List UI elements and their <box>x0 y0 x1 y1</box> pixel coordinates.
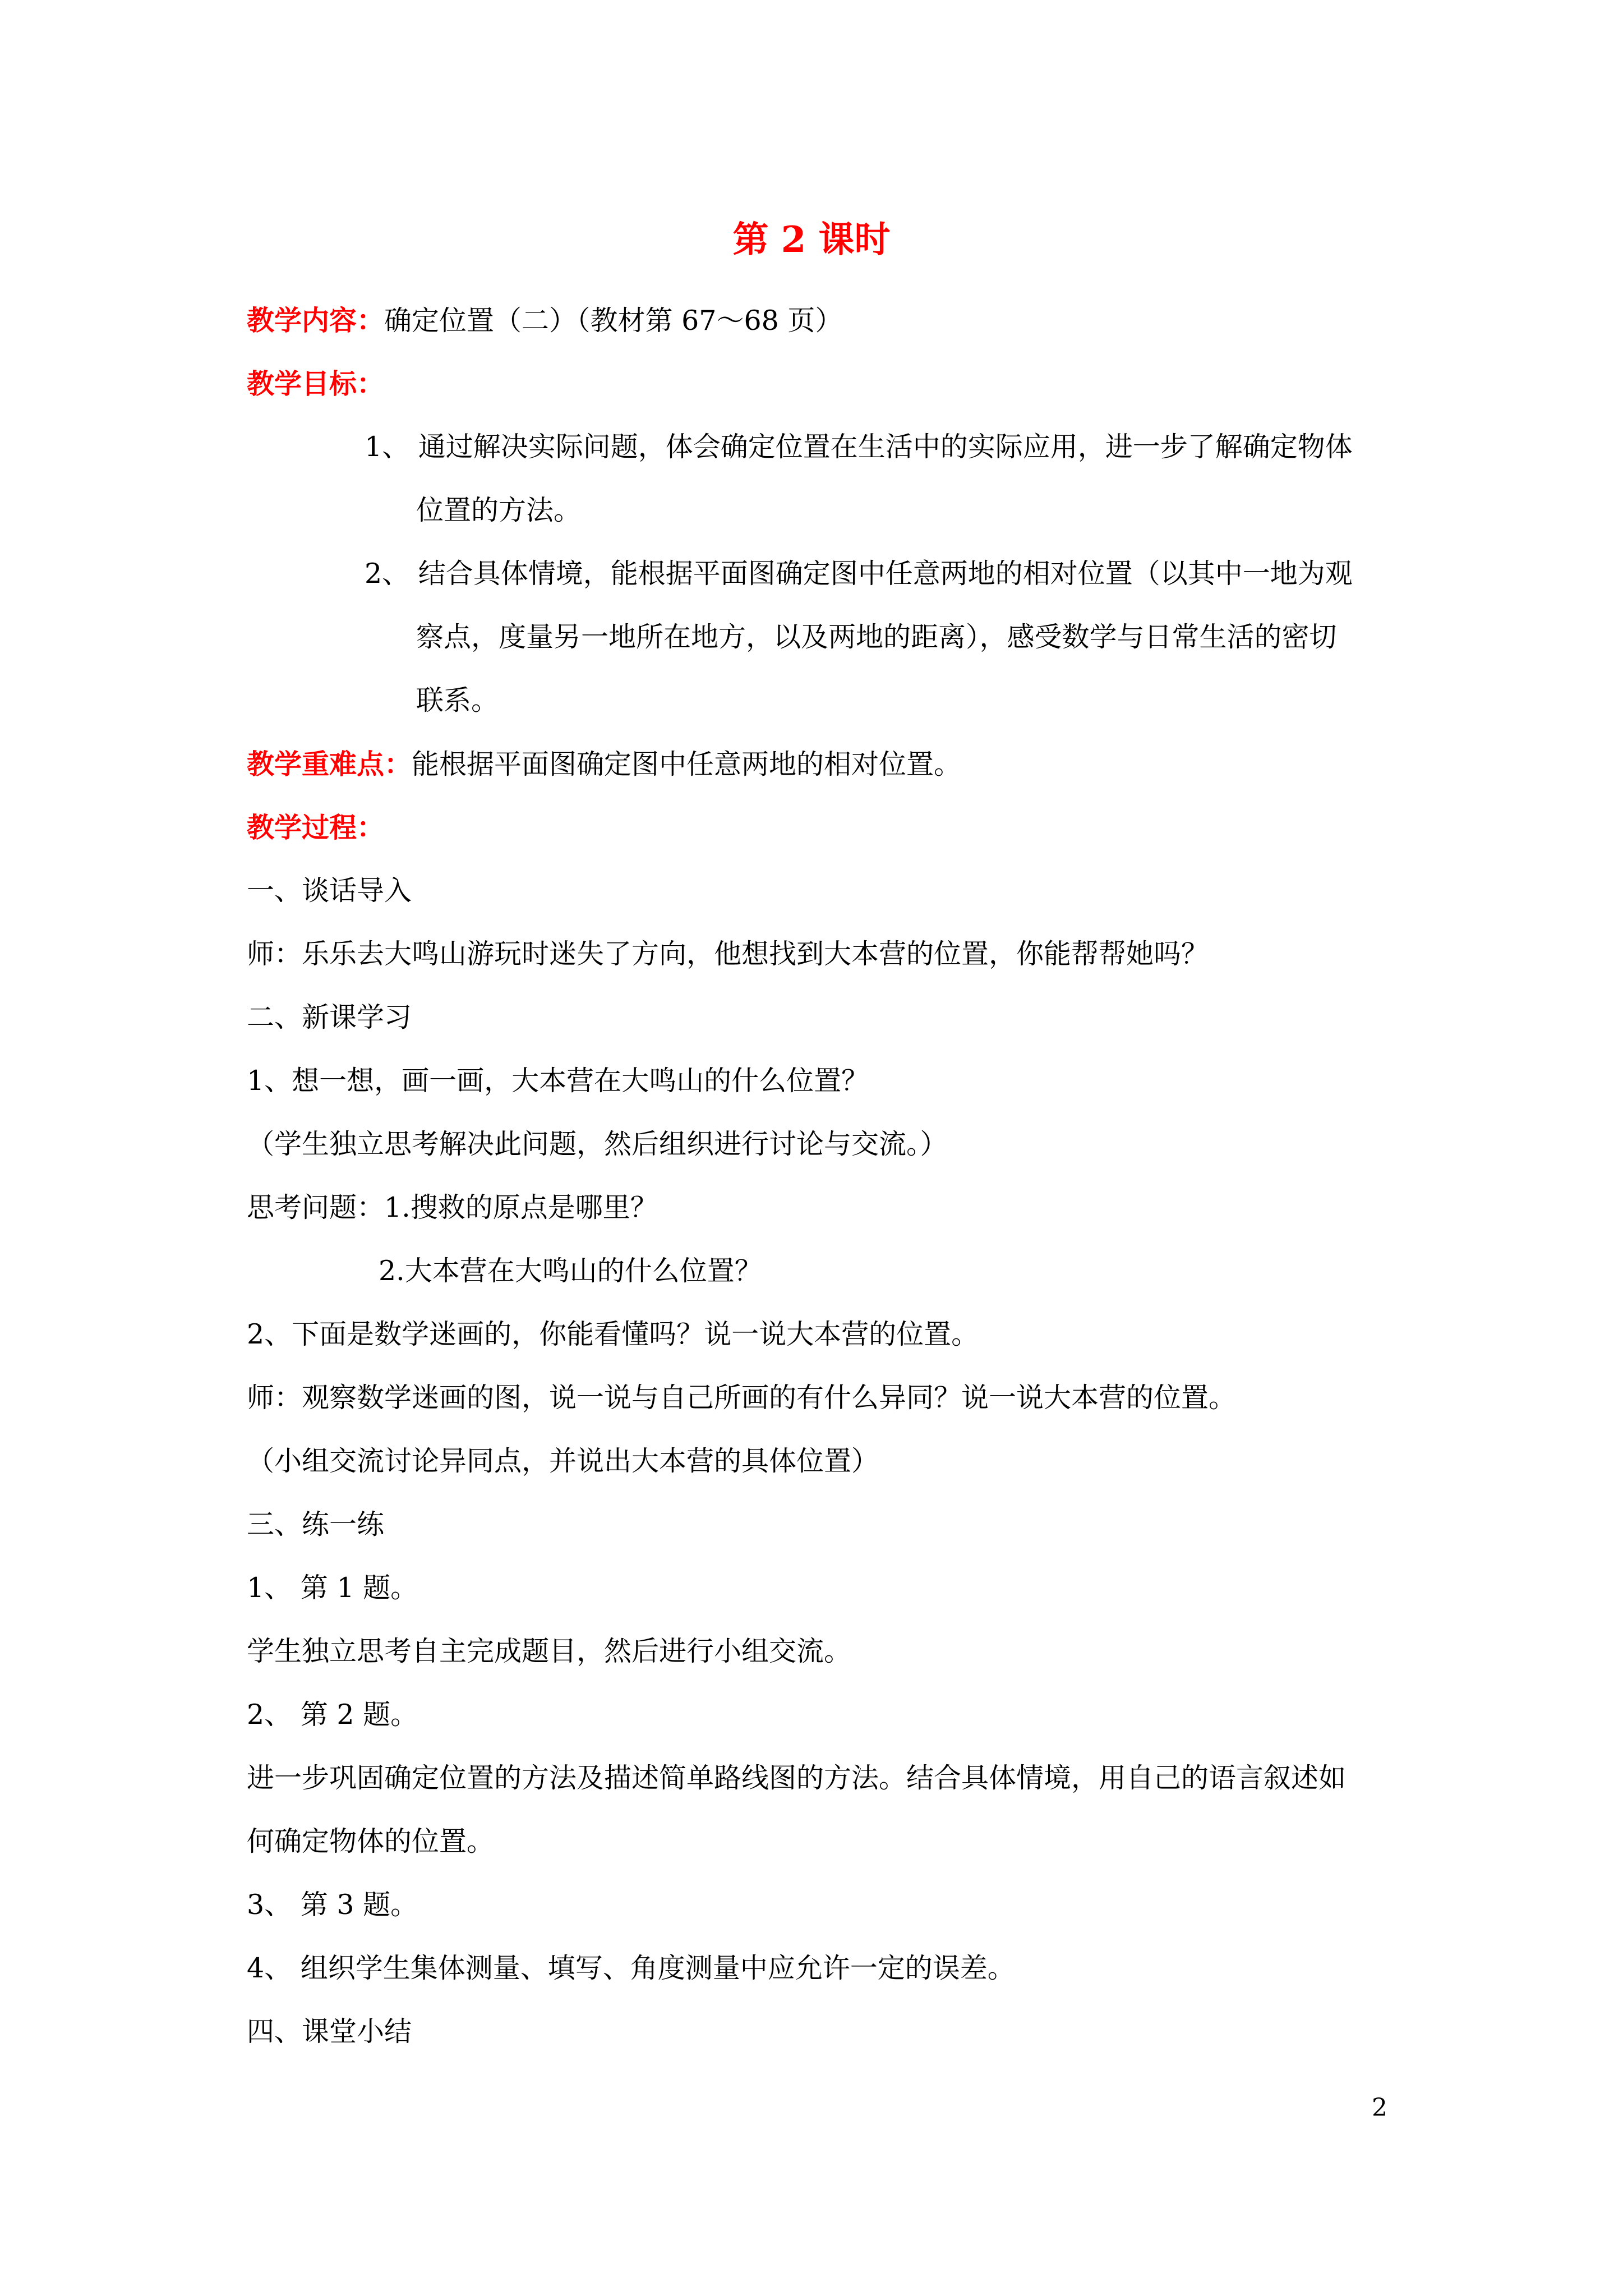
goal-2-line-2: 察点，度量另一地所在地方，以及两地的距离），感受数学与日常生活的密切 <box>416 621 1337 653</box>
content-label: 教学内容： <box>247 304 385 337</box>
paragraph: 何确定物体的位置。 <box>247 1825 495 1857</box>
process-label: 教学过程： <box>247 811 385 844</box>
section-heading: 三、练一练 <box>247 1508 385 1540</box>
paragraph: 1、想一想，画一画，大本营在大鸣山的什么位置？ <box>247 1065 869 1097</box>
paragraph: 师：乐乐去大鸣山游玩时迷失了方向，他想找到大本营的位置，你能帮帮她吗？ <box>247 938 1209 970</box>
key-points-label: 教学重难点： <box>247 748 412 780</box>
content-text: 确定位置（二）（教材第 67～68 页） <box>384 305 843 337</box>
paragraph: （小组交流讨论异同点，并说出大本营的具体位置） <box>247 1445 879 1477</box>
content-row <box>247 298 842 343</box>
paragraph: 4、 组织学生集体测量、填写、角度测量中应允许一定的误差。 <box>247 1952 1015 1984</box>
goal-1-line-2: 位置的方法。 <box>416 494 582 526</box>
paragraph: 2、下面是数学迷画的，你能看懂吗？说一说大本营的位置。 <box>247 1318 979 1350</box>
page-number: 2 <box>1372 2093 1387 2122</box>
goal-2-line-3: 联系。 <box>416 684 499 716</box>
paragraph: 3、 第 3 题。 <box>247 1889 418 1921</box>
goals-label: 教学目标： <box>247 367 385 400</box>
paragraph: 学生独立思考自主完成题目，然后进行小组交流。 <box>247 1635 852 1667</box>
section-heading: 四、课堂小结 <box>247 2016 412 2047</box>
paragraph: （学生独立思考解决此问题，然后组织进行讨论与交流。） <box>247 1128 948 1160</box>
key-points-text: 能根据平面图确定图中任意两地的相对位置。 <box>412 748 962 780</box>
key-points-row <box>247 742 961 787</box>
paragraph: 思考问题：1.搜救的原点是哪里？ <box>247 1191 658 1223</box>
paragraph: 师：观察数学迷画的图，说一说与自己所画的有什么异同？说一说大本营的位置。 <box>247 1382 1237 1414</box>
paragraph: 2.大本营在大鸣山的什么位置？ <box>379 1255 762 1287</box>
page-title: 第 2 课时 <box>732 219 891 261</box>
goal-2-line-1: 2、 结合具体情境，能根据平面图确定图中任意两地的相对位置（以其中一地为观 <box>365 558 1353 590</box>
paragraph: 2、 第 2 题。 <box>247 1699 418 1731</box>
section-heading: 二、新课学习 <box>247 1001 412 1033</box>
section-heading: 一、谈话导入 <box>247 875 412 907</box>
paragraph: 1、 第 1 题。 <box>247 1572 418 1604</box>
paragraph: 进一步巩固确定位置的方法及描述简单路线图的方法。结合具体情境，用自己的语言叙述如 <box>247 1762 1347 1794</box>
goal-1-line-1: 1、 通过解决实际问题，体会确定位置在生活中的实际应用，进一步了解确定物体 <box>365 431 1353 463</box>
